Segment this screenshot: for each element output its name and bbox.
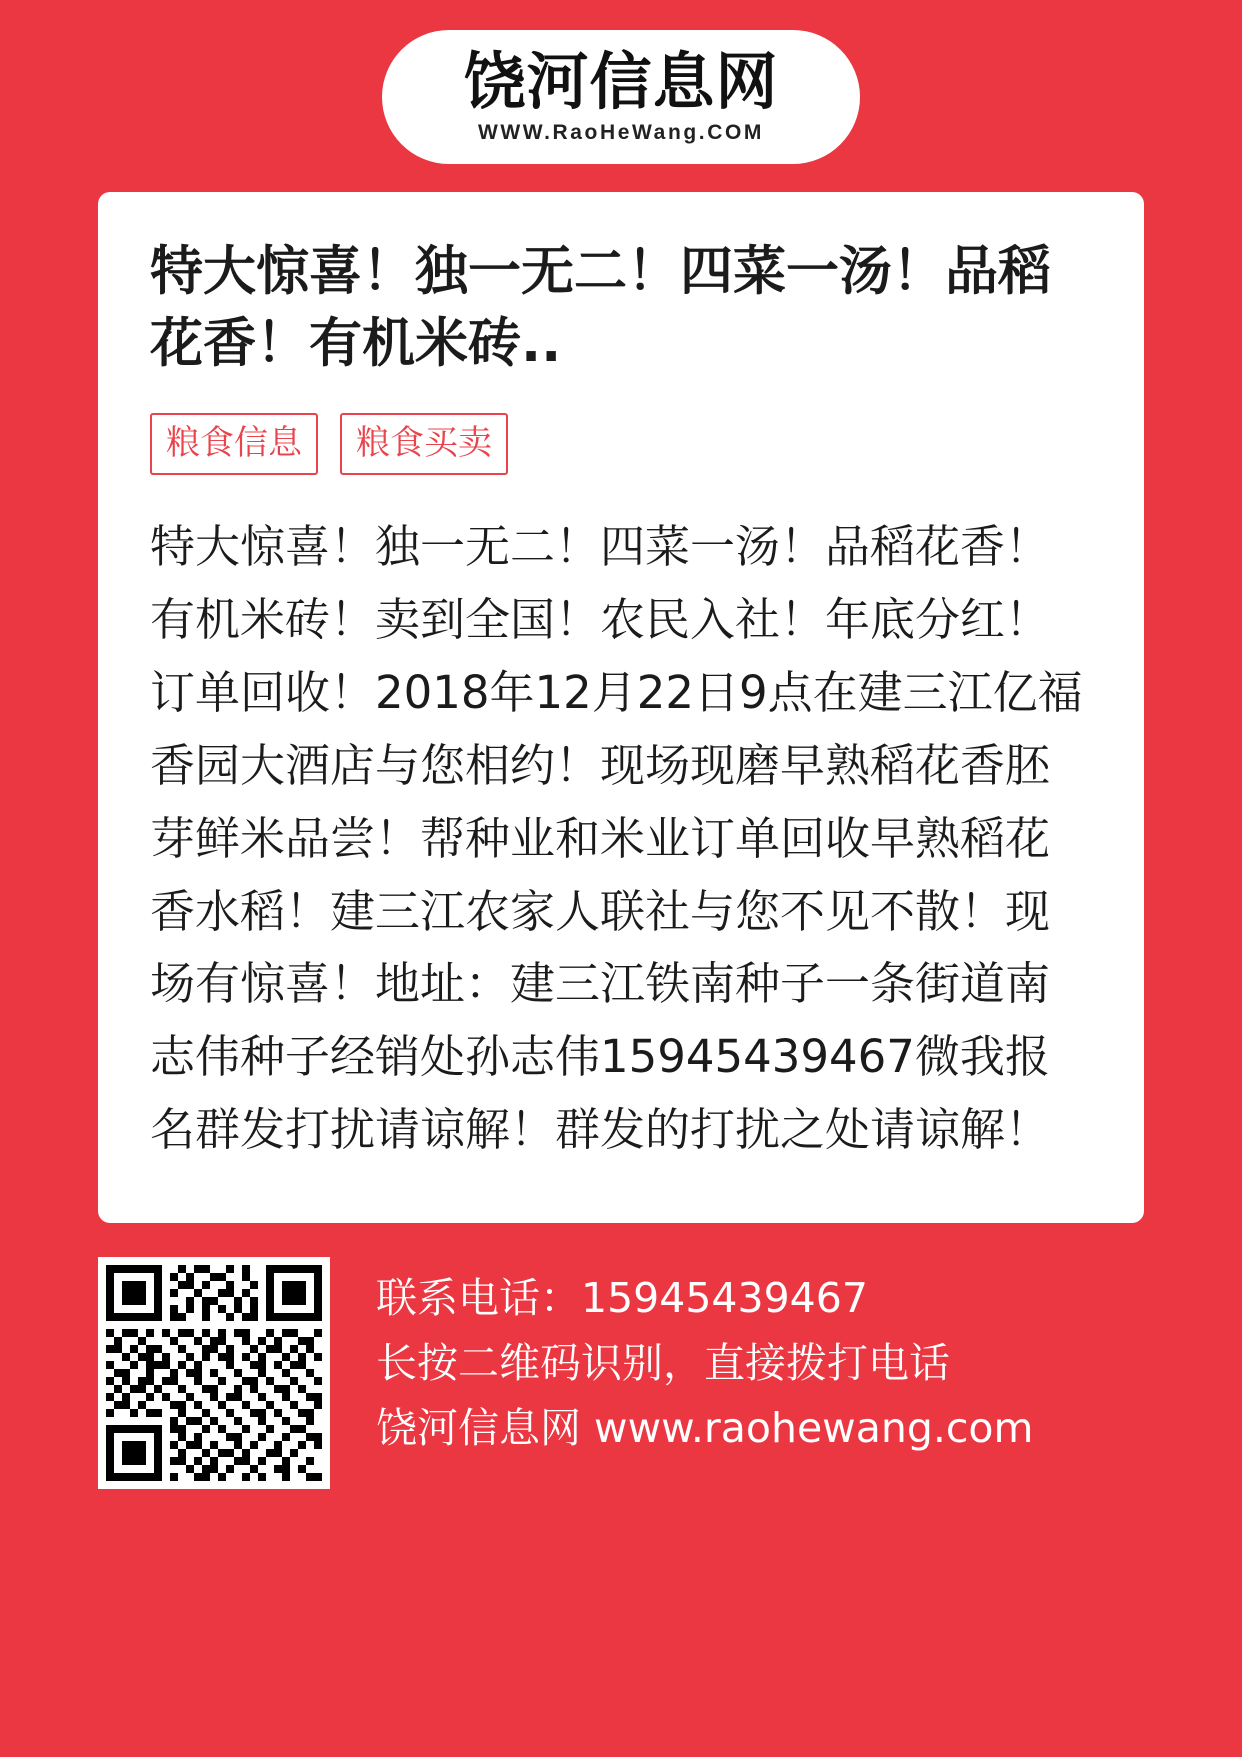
tag-list <box>150 413 1092 475</box>
footer <box>98 1257 1144 1489</box>
tag-item-grain-info[interactable]: 粮食信息 <box>150 413 318 475</box>
logo-title: 饶河信息网 <box>463 45 779 119</box>
footer-text-block <box>376 1257 1033 1452</box>
article-body: 特大惊喜！独一无二！四菜一汤！品稻花香！有机米砖！卖到全国！农民入社！年底分红！订单回收！2018年12月22日9点在建三江亿福香园大酒店与您相约！现场现磨早熟稻花香胚芽鲜米品尝！帮种业和米业订单回收早熟稻花香水稻！建三江农家人联社与您不见不散！现场有惊喜！地址：建三江铁南种子一条街道南志伟种子经销处孙志伟15945439467微我报名群发打扰请谅解！群发的打扰之处请谅解！ <box>150 520 1083 1157</box>
qr-hint: 长按二维码识别，直接拨打电话 <box>376 1339 950 1388</box>
tag-item-grain-trade[interactable]: 粮食买卖 <box>340 413 508 475</box>
site-link[interactable]: 饶河信息网 www.raohewang.com <box>376 1404 1034 1453</box>
site-logo[interactable] <box>382 30 860 164</box>
article-card <box>98 192 1144 1223</box>
logo-url: WWW.RaoHeWang.COM <box>477 120 765 144</box>
contact-phone: 联系电话：15945439467 <box>376 1274 868 1323</box>
page-title: 特大惊喜！独一无二！四菜一汤！品稻花香！有机米砖.. <box>150 241 1051 374</box>
qr-code[interactable] <box>98 1257 330 1489</box>
